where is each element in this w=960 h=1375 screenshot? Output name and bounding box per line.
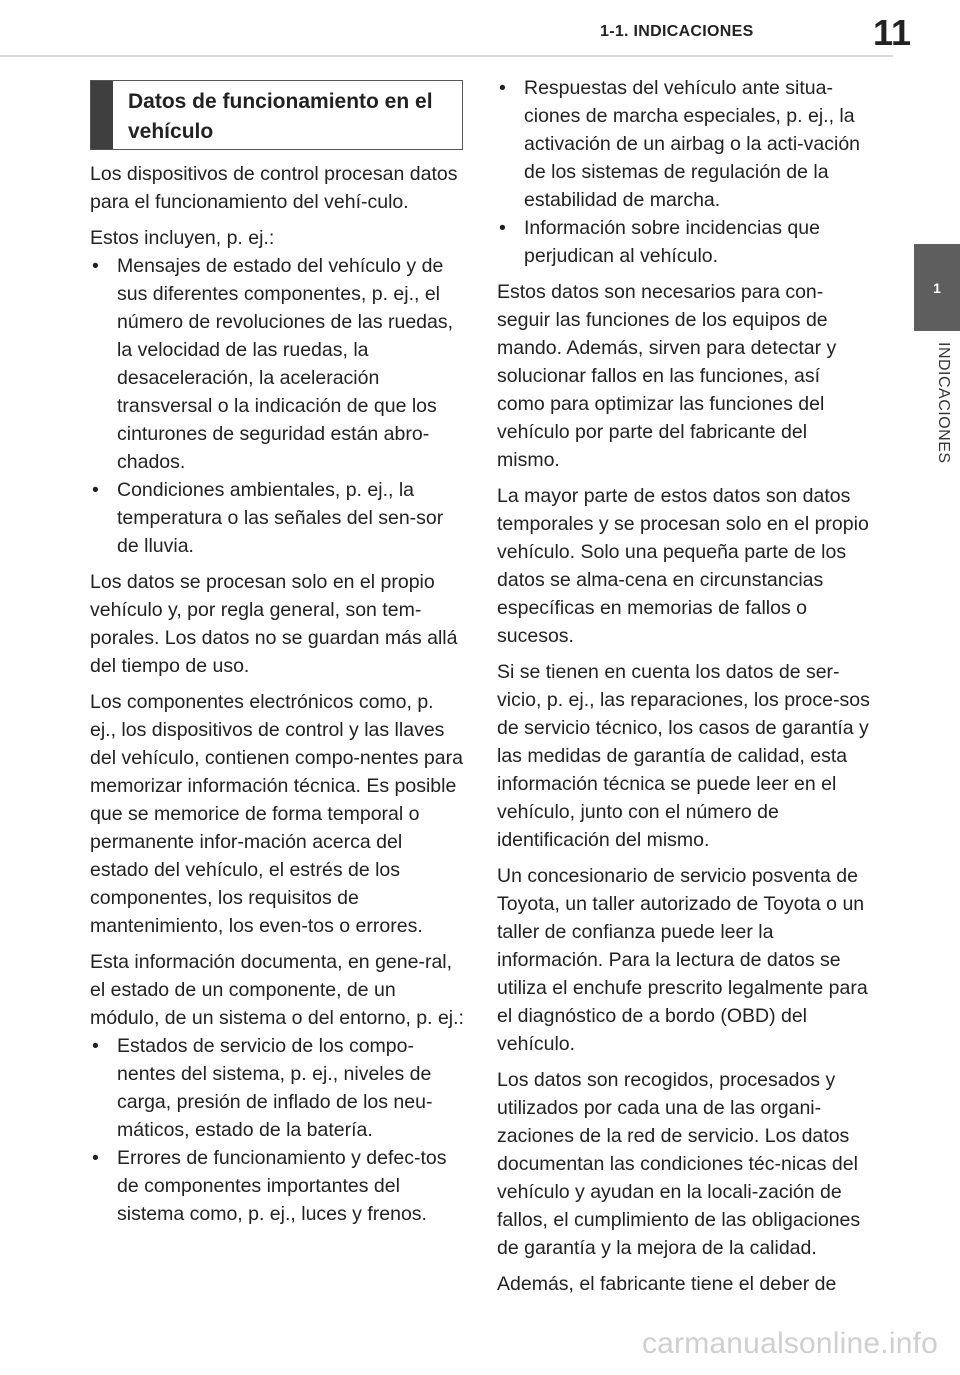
paragraph: Los datos se procesan solo en el propio vehículo y, por regla general, son tem-porales. Los datos no se guardan más allá del tiempo de uso. <box>90 571 458 677</box>
left-column <box>90 80 464 1236</box>
chapter-tab-label: INDICACIONES <box>935 342 952 464</box>
paragraph: Esta información documenta, en gene-ral, el estado de un componente, de un módulo, de un sistema o del entorno, p. ej.: <box>90 951 464 1029</box>
paragraph: Además, el fabricante tiene el deber de <box>497 1273 837 1295</box>
paragraph: Un concesionario de servicio posventa de Toyota, un taller autorizado de Toyota o un taller de confianza puede leer la información. Para la lectura de datos se utiliza el enchufe prescrito legalmente para el diagnóstico de a bordo (OBD) del vehículo. <box>497 865 868 1055</box>
paragraph: Los datos son recogidos, procesados y utilizados por cada una de las organi-zaciones de la red de servicio. Los datos documentan las condiciones téc-nicas del vehículo y ayudan en la locali-zación de fallos, el cumplimiento de las obligaciones de garantía y la mejora de la calidad. <box>497 1069 861 1259</box>
list-item: • Mensajes de estado del vehículo y de sus diferentes componentes, p. ej., el número de revoluciones de las ruedas, la velocidad de las ruedas, la desaceleración, la aceleración transversal o la indicación de que los cinturones de seguridad están abro-chados. <box>90 252 464 476</box>
section-heading-box <box>90 80 463 150</box>
section-heading-bar <box>91 81 113 149</box>
bullet-list <box>497 74 871 270</box>
chapter-tab[interactable] <box>914 244 960 331</box>
paragraph: Estos incluyen, p. ej.: <box>90 227 275 249</box>
bullet-list <box>90 252 464 560</box>
list-item: • Condiciones ambientales, p. ej., la temperatura o las señales del sen-sor de lluvia. <box>90 476 464 560</box>
paragraph: La mayor parte de estos datos son datos temporales y se procesan solo en el propio vehículo. Solo una pequeña parte de los datos se alma-cena en circunstancias específicas en memorias de fallos o sucesos. <box>497 485 869 647</box>
watermark: carmanualsonline.info <box>641 1327 938 1360</box>
right-column <box>497 74 871 1306</box>
list-item: • Información sobre incidencias que perjudican al vehículo. <box>497 214 871 270</box>
paragraph: Los componentes electrónicos como, p. ej., los dispositivos de control y las llaves del vehículo, contienen compo-nentes para memorizar información técnica. Es posible que se memorice de forma temporal o permanente infor-mación acerca del estado del vehículo, el estrés de los componentes, los requisitos de mantenimiento, los even-tos o errores. <box>90 691 463 937</box>
list-item: • Estados de servicio de los compo-nentes del sistema, p. ej., niveles de carga, presión de inflado de los neu-máticos, estado de la batería. <box>90 1032 464 1144</box>
paragraph: Los dispositivos de control procesan datos para el funcionamiento del vehí-culo. <box>90 163 458 213</box>
bullet-list <box>90 1032 464 1228</box>
chapter-tab-number: 1 <box>933 279 941 296</box>
paragraph: Si se tienen en cuenta los datos de ser-vicio, p. ej., las reparaciones, los proce-sos de servicio técnico, los casos de garantía y las medidas de garantía de calidad, esta información técnica se puede leer en el vehículo, junto con el número de identificación del mismo. <box>497 661 870 851</box>
list-item: • Respuestas del vehículo ante situa-ciones de marcha especiales, p. ej., la activación de un airbag o la acti-vación de los sistemas de regulación de la estabilidad de marcha. <box>497 74 871 214</box>
header-divider <box>0 55 893 57</box>
header-section-title: 1-1. INDICACIONES <box>600 23 754 40</box>
list-item: • Errores de funcionamiento y defec-tos de componentes importantes del sistema como, p. ej., luces y frenos. <box>90 1144 464 1228</box>
paragraph: Estos datos son necesarios para con-seguir las funciones de los equipos de mando. Además, sirven para detectar y solucionar fallos en las funciones, así como para optimizar las funciones del vehículo por parte del fabricante del mismo. <box>497 281 837 471</box>
page-number: 11 <box>872 12 912 53</box>
section-heading: Datos de funcionamiento en el vehículo <box>128 90 433 143</box>
